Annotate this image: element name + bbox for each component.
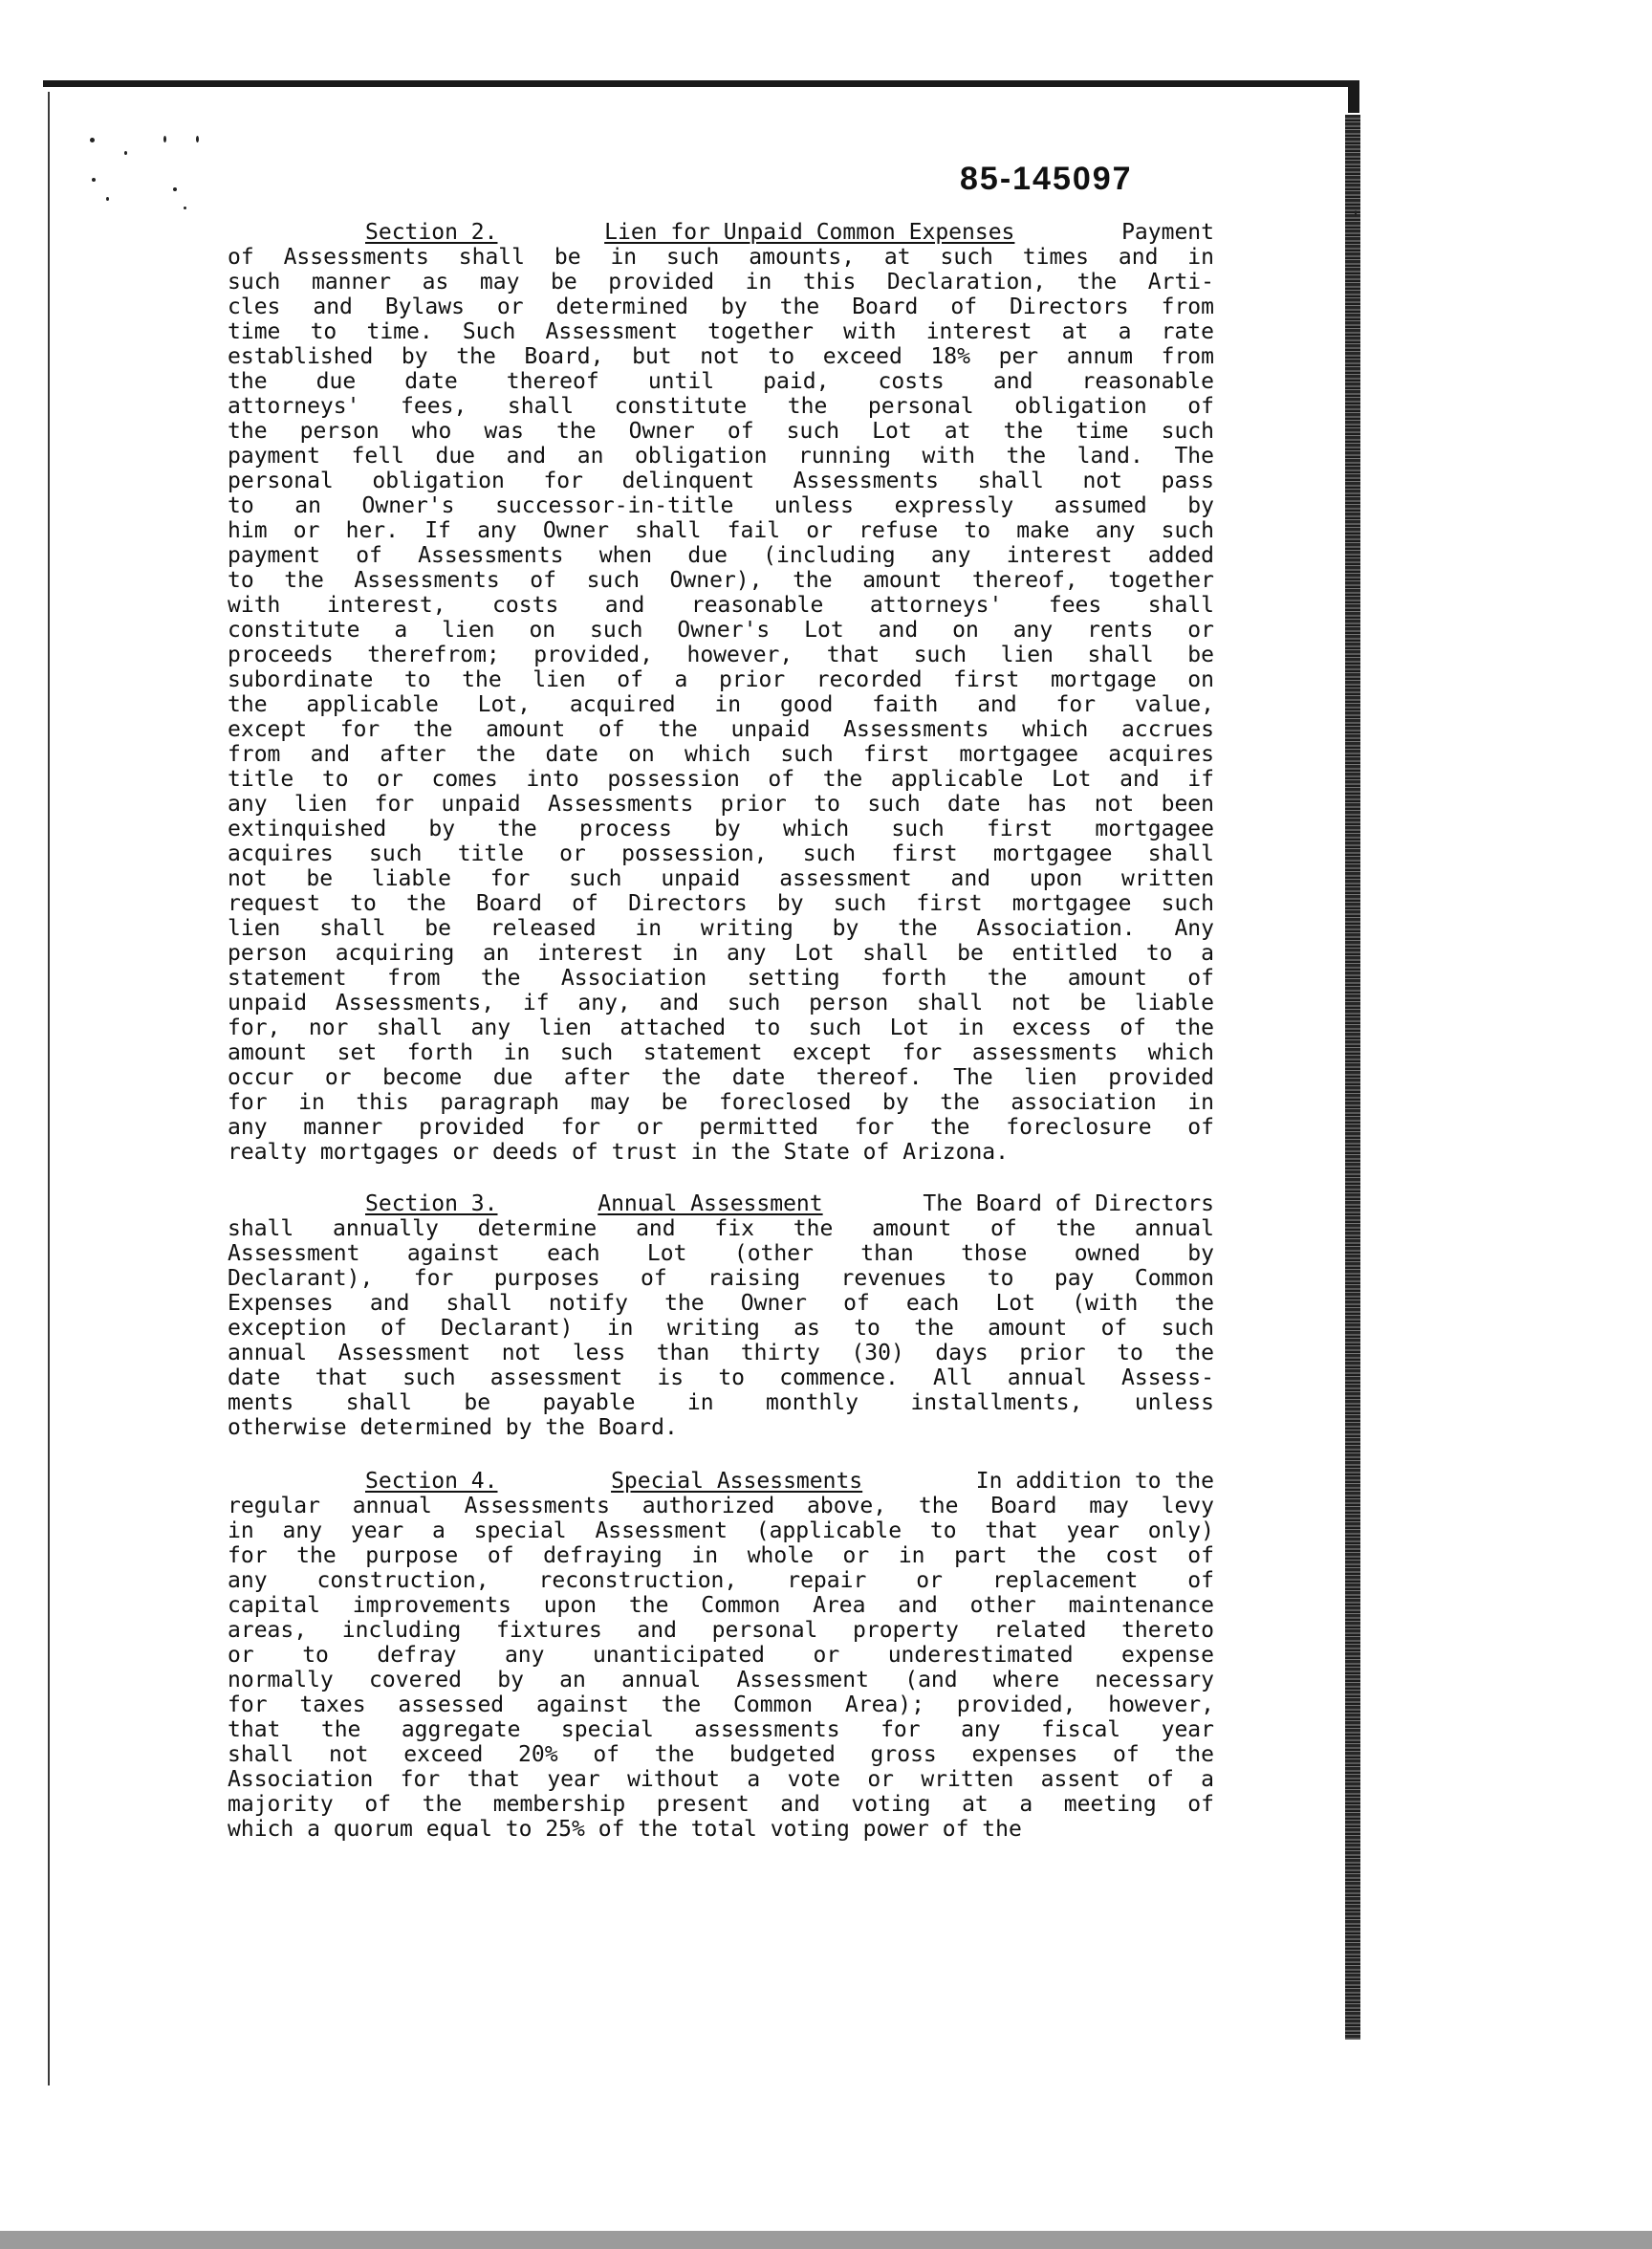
scan-speck — [196, 136, 199, 142]
text-line: proceeds therefrom; provided, however, that such lien shall be — [228, 643, 1214, 667]
scan-speck — [124, 151, 127, 155]
text-line: date that such assessment is to commence. All annual Assess- — [228, 1365, 1214, 1390]
scan-speck — [184, 207, 186, 209]
section-heading — [228, 1469, 1214, 1494]
text-line: attorneys' fees, shall constitute the personal obligation of — [228, 394, 1214, 419]
section-body — [228, 245, 1214, 1165]
text-line: such manner as may be provided in this Declaration, the Arti- — [228, 270, 1214, 295]
section-4 — [228, 1469, 1214, 1842]
text-line: in any year a special Assessment (applicable to that year only) — [228, 1518, 1214, 1543]
text-line: payment of Assessments when due (including any interest added — [228, 543, 1214, 568]
text-line: for, nor shall any lien attached to such Lot in excess of the — [228, 1015, 1214, 1040]
scan-left-edge — [48, 92, 50, 2085]
section-lead: In addition to the — [975, 1469, 1214, 1494]
section-lead: The Board of Directors — [923, 1191, 1214, 1216]
text-line: him or her. If any Owner shall fail or refuse to make any such — [228, 518, 1214, 543]
text-line: ments shall be payable in monthly installments, unless — [228, 1390, 1214, 1415]
text-line: time to time. Such Assessment together with interest at a rate — [228, 319, 1214, 344]
scan-speck — [1355, 210, 1357, 217]
text-line: occur or become due after the date thereof. The lien provided — [228, 1065, 1214, 1090]
section-body — [228, 1494, 1214, 1842]
text-line: realty mortgages or deeds of trust in the State of Arizona. — [228, 1140, 1009, 1165]
text-line: with interest, costs and reasonable attorneys' fees shall — [228, 593, 1214, 618]
scan-speck — [163, 136, 166, 142]
text-line: of Assessments shall be in such amounts, at such times and in — [228, 245, 1214, 270]
text-line: otherwise determined by the Board. — [228, 1415, 678, 1440]
text-line: shall annually determine and fix the amount of the annual — [228, 1216, 1214, 1241]
text-line: shall not exceed 20% of the budgeted gross expenses of the — [228, 1742, 1214, 1767]
text-line: unpaid Assessments, if any, and such person shall not be liable — [228, 991, 1214, 1015]
text-line: or to defray any unanticipated or underestimated expense — [228, 1643, 1214, 1668]
section-lead: Payment — [1121, 220, 1214, 245]
text-line: for taxes assessed against the Common Area); provided, however, — [228, 1692, 1214, 1717]
text-line: regular annual Assessments authorized above, the Board may levy — [228, 1494, 1214, 1518]
section-number: Section 2. — [365, 220, 498, 245]
text-line: the person who was the Owner of such Lot at the time such — [228, 419, 1214, 444]
section-title: Special Assessments — [611, 1469, 863, 1494]
text-line: for the purpose of defraying in whole or in part the cost of — [228, 1543, 1214, 1568]
text-line: normally covered by an annual Assessment (and where necessary — [228, 1668, 1214, 1692]
viewer-bottom-bar — [0, 2231, 1652, 2249]
text-line: acquires such title or possession, such first mortgagee shall — [228, 841, 1214, 866]
section-3 — [228, 1191, 1214, 1440]
text-line: for in this paragraph may be foreclosed by the association in — [228, 1090, 1214, 1115]
scan-right-edge — [1345, 115, 1360, 2040]
text-line: any construction, reconstruction, repair or replacement of — [228, 1568, 1214, 1593]
text-line: areas, including fixtures and personal property related thereto — [228, 1618, 1214, 1643]
text-line: payment fell due and an obligation running with the land. The — [228, 444, 1214, 469]
text-line: lien shall be released in writing by the Association. Any — [228, 916, 1214, 941]
text-line: exception of Declarant) in writing as to the amount of such — [228, 1316, 1214, 1341]
text-line: from and after the date on which such first mortgagee acquires — [228, 742, 1214, 767]
scan-top-border — [43, 80, 1355, 87]
section-number: Section 4. — [365, 1469, 498, 1494]
section-heading — [228, 220, 1214, 245]
text-line: Assessment against each Lot (other than those owned by — [228, 1241, 1214, 1266]
scan-top-right-corner — [1348, 80, 1359, 113]
text-line: title to or comes into possession of the applicable Lot and if — [228, 767, 1214, 792]
text-line: person acquiring an interest in any Lot shall be entitled to a — [228, 941, 1214, 966]
text-line: extinquished by the process by which such first mortgagee — [228, 817, 1214, 841]
document-number: 85-145097 — [960, 161, 1133, 197]
section-title: Lien for Unpaid Common Expenses — [604, 220, 1015, 245]
text-line: personal obligation for delinquent Assessments shall not pass — [228, 469, 1214, 493]
text-line: to the Assessments of such Owner), the amount thereof, together — [228, 568, 1214, 593]
text-line: subordinate to the lien of a prior recorded first mortgage on — [228, 667, 1214, 692]
section-number: Section 3. — [365, 1191, 498, 1216]
section-title: Annual Assessment — [598, 1191, 823, 1216]
scan-speck — [90, 138, 95, 142]
text-line: the due date thereof until paid, costs and reasonable — [228, 369, 1214, 394]
text-line: established by the Board, but not to exceed 18% per annum from — [228, 344, 1214, 369]
text-line: except for the amount of the unpaid Assessments which accrues — [228, 717, 1214, 742]
scan-speck — [173, 187, 177, 191]
text-line: which a quorum equal to 25% of the total voting power of the — [228, 1817, 1022, 1842]
text-line: not be liable for such unpaid assessment and upon written — [228, 866, 1214, 891]
text-line: to an Owner's successor-in-title unless expressly assumed by — [228, 493, 1214, 518]
text-line: capital improvements upon the Common Area and other maintenance — [228, 1593, 1214, 1618]
text-line: amount set forth in such statement except for assessments which — [228, 1040, 1214, 1065]
text-line: majority of the membership present and voting at a meeting of — [228, 1792, 1214, 1817]
text-line: any manner provided for or permitted for the foreclosure of — [228, 1115, 1214, 1140]
text-line: Association for that year without a vote or written assent of a — [228, 1767, 1214, 1792]
text-line: constitute a lien on such Owner's Lot and on any rents or — [228, 618, 1214, 643]
section-heading — [228, 1191, 1214, 1216]
text-line: annual Assessment not less than thirty (30) days prior to the — [228, 1341, 1214, 1365]
text-line: Expenses and shall notify the Owner of each Lot (with the — [228, 1291, 1214, 1316]
scan-speck — [106, 197, 109, 201]
text-line: cles and Bylaws or determined by the Board of Directors from — [228, 295, 1214, 319]
section-body — [228, 1216, 1214, 1440]
text-line: Declarant), for purposes of raising revenues to pay Common — [228, 1266, 1214, 1291]
text-line: the applicable Lot, acquired in good faith and for value, — [228, 692, 1214, 717]
section-2 — [228, 220, 1214, 1165]
scan-speck — [92, 178, 96, 182]
text-line: statement from the Association setting forth the amount of — [228, 966, 1214, 991]
text-line: any lien for unpaid Assessments prior to such date has not been — [228, 792, 1214, 817]
text-line: that the aggregate special assessments for any fiscal year — [228, 1717, 1214, 1742]
text-line: request to the Board of Directors by such first mortgagee such — [228, 891, 1214, 916]
